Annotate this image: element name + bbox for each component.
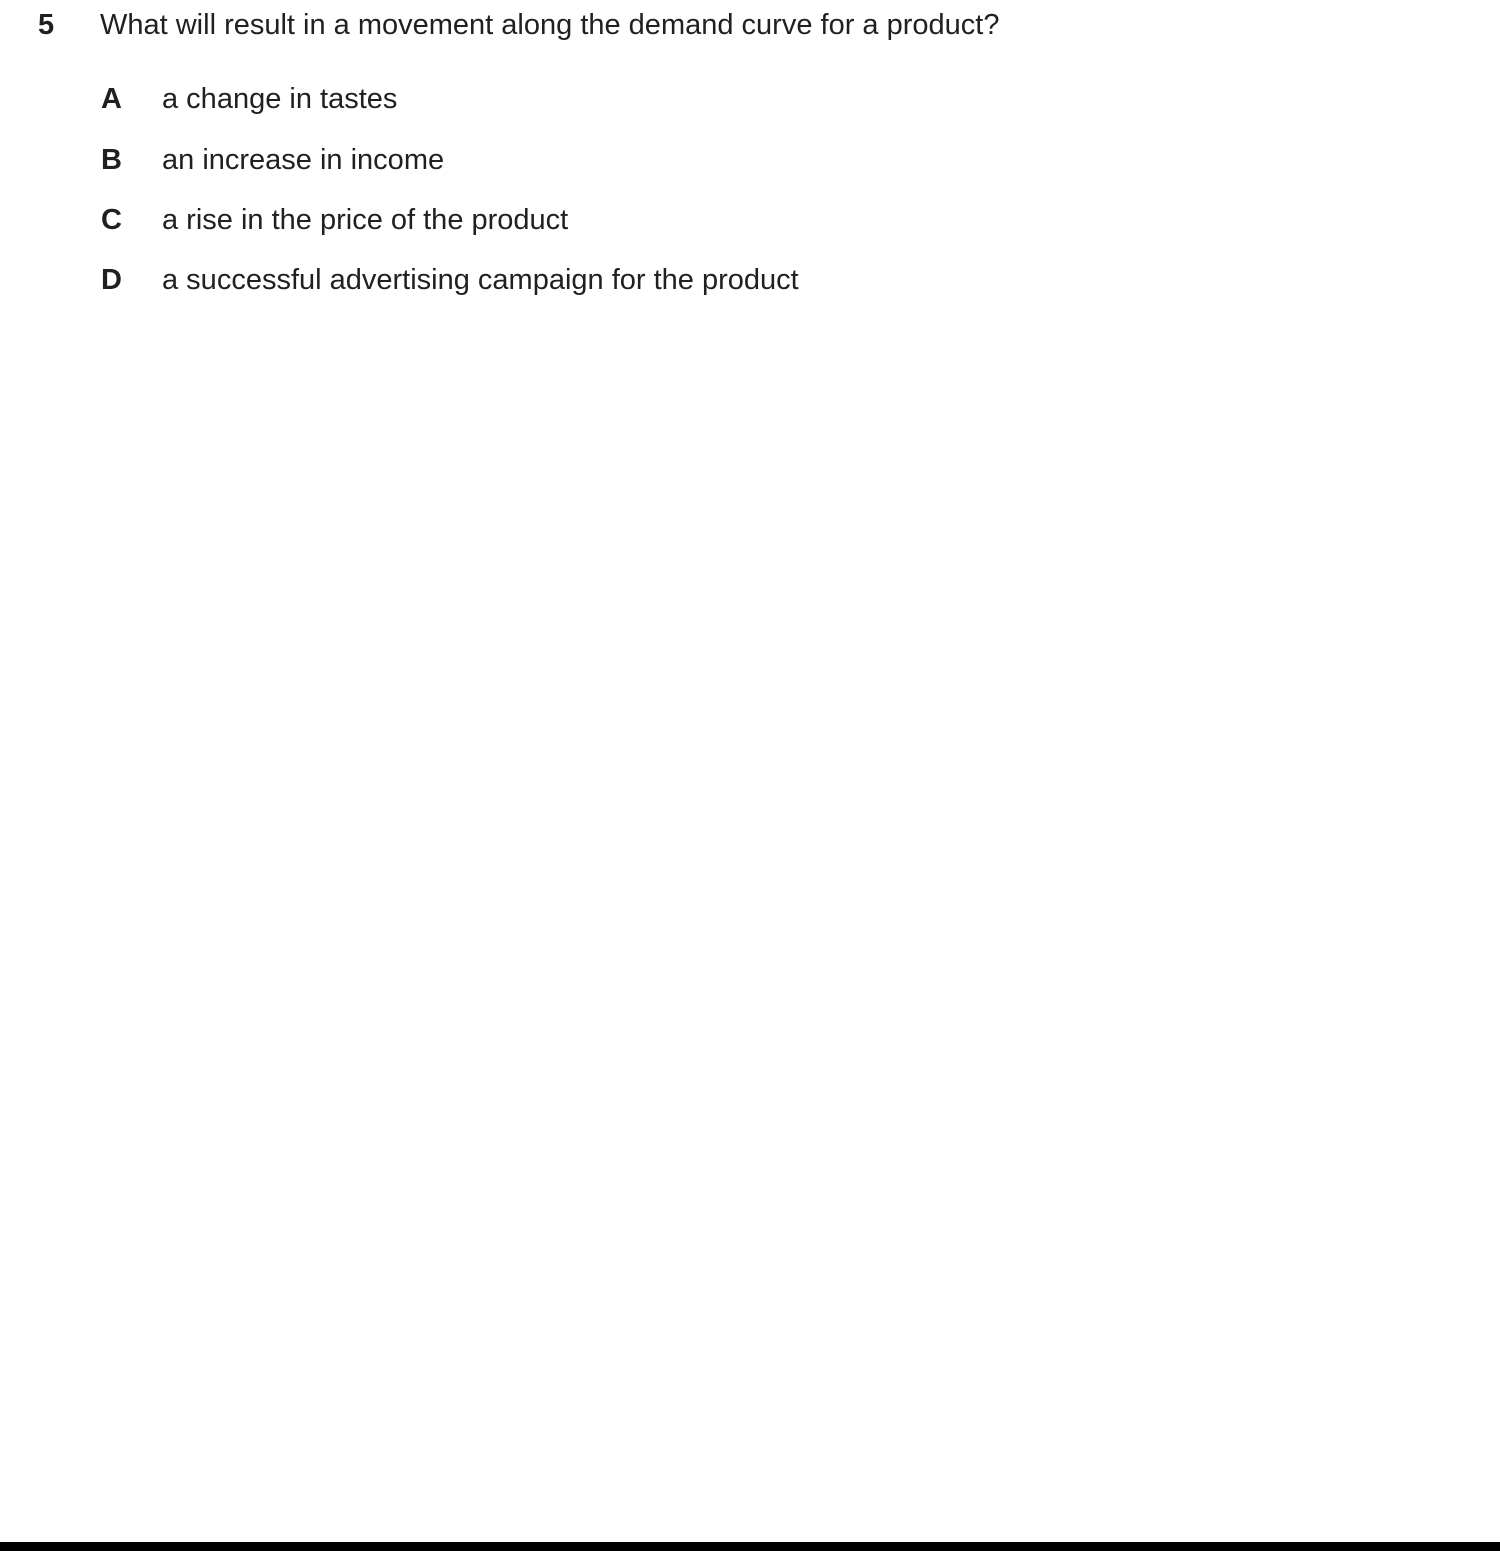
option-letter: A	[101, 83, 122, 115]
option-d	[0, 263, 1500, 303]
option-letter: D	[101, 264, 122, 296]
page-footer-bar	[0, 1542, 1500, 1551]
option-a	[0, 82, 1500, 122]
option-letter: B	[101, 144, 122, 176]
question-number: 5	[38, 9, 55, 41]
option-text: a rise in the price of the product	[162, 204, 569, 236]
option-b	[0, 143, 1500, 183]
question-text: What will result in a movement along the demand curve for a product?	[100, 9, 1000, 41]
option-letter: C	[101, 204, 122, 236]
option-text: a successful advertising campaign for the product	[162, 264, 799, 296]
option-c	[0, 203, 1500, 243]
option-text: an increase in income	[162, 144, 445, 176]
option-text: a change in tastes	[162, 83, 398, 115]
